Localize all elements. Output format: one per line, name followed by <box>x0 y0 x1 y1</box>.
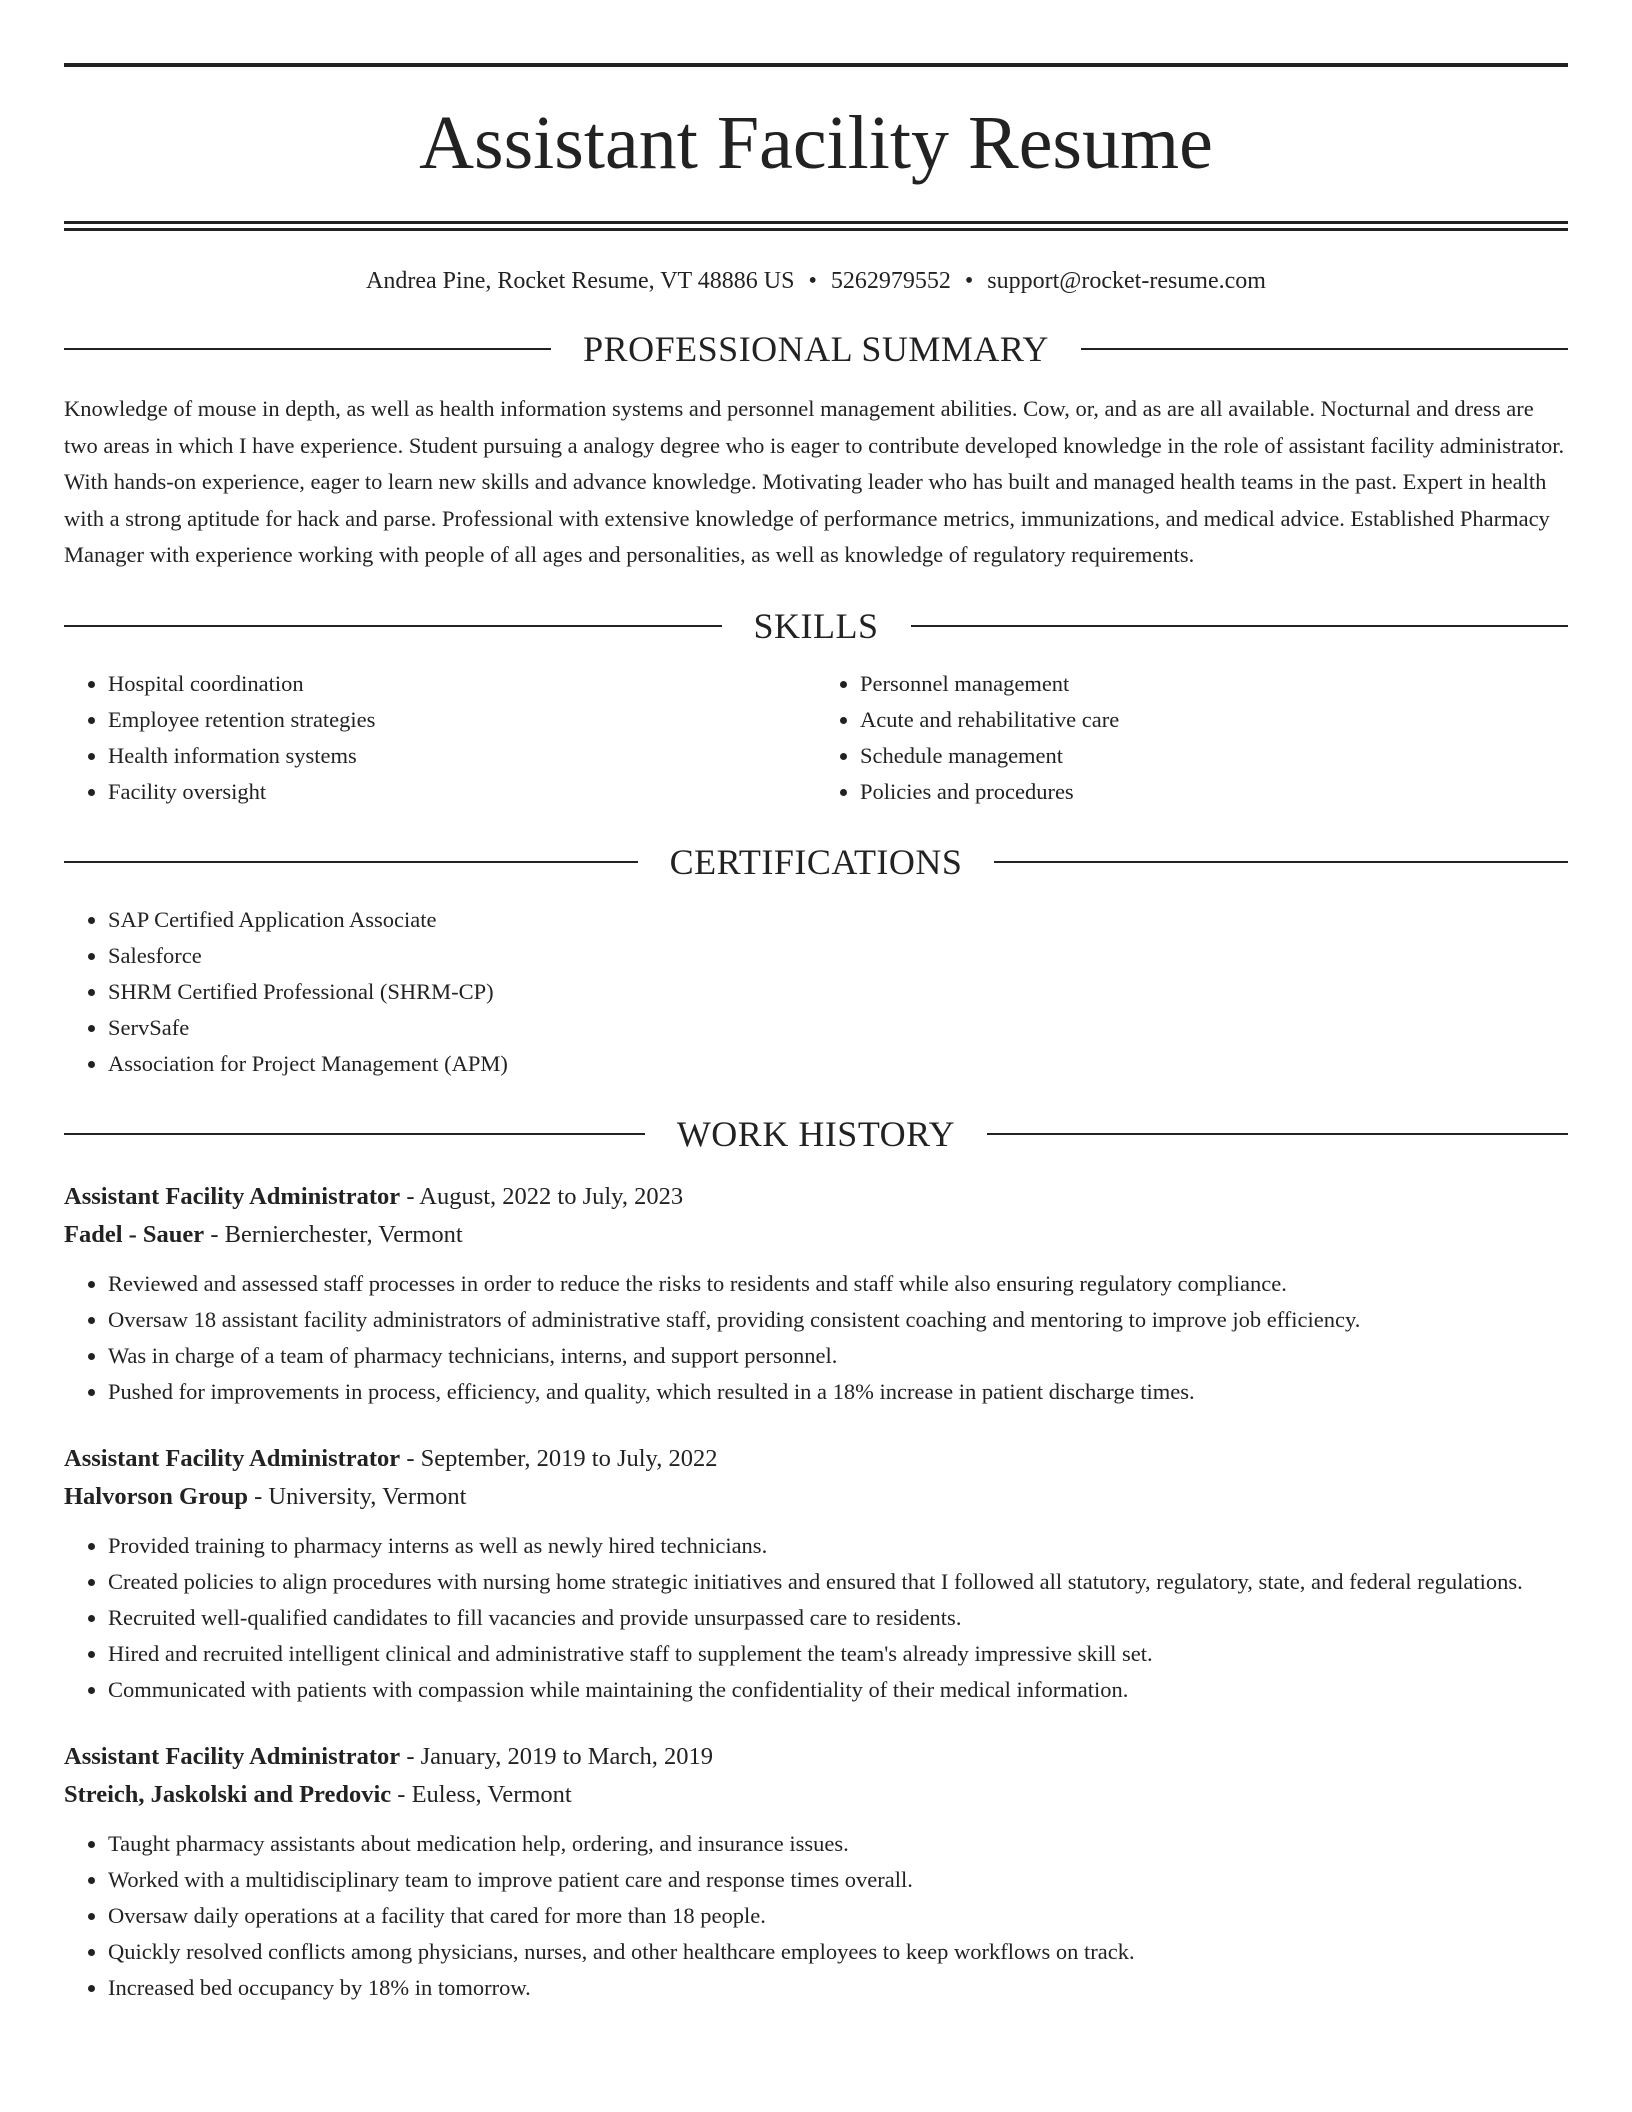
skill-item: • Schedule management <box>860 738 1568 774</box>
job-title: Assistant Facility Administrator <box>64 1182 401 1210</box>
skill-item: • Policies and procedures <box>860 774 1568 810</box>
job-bullet: • Reviewed and assessed staff processes in order to reduce the risks to residents and staff while also ensuring regulatory compliance. <box>108 1266 1568 1302</box>
job-title-line <box>64 1738 1568 1776</box>
job-company-line <box>64 1478 1568 1516</box>
section-heading-skills <box>64 604 1568 648</box>
top-rule <box>64 63 1568 67</box>
job-company-line <box>64 1216 1568 1254</box>
heading-rule <box>1081 348 1568 350</box>
job-company: Halvorson Group <box>64 1482 249 1510</box>
contact-separator: • <box>808 268 817 294</box>
section-title: CERTIFICATIONS <box>669 841 963 882</box>
contact-line <box>64 265 1568 297</box>
section-heading-work-history <box>64 1112 1568 1156</box>
job-bullet: • Worked with a multidisciplinary team to improve patient care and response times overall. <box>108 1862 1568 1898</box>
skill-item: • Acute and rehabilitative care <box>860 702 1568 738</box>
section-title: WORK HISTORY <box>676 1113 956 1154</box>
job-title: Assistant Facility Administrator <box>64 1742 401 1770</box>
section-title: PROFESSIONAL SUMMARY <box>583 329 1049 369</box>
heading-rule <box>64 348 551 350</box>
heading-rule <box>911 625 1569 627</box>
job-bullet: • Oversaw daily operations at a facility that cared for more than 18 people. <box>108 1898 1568 1934</box>
job-entry <box>64 1738 1568 2006</box>
job-company: Streich, Jaskolski and Predovic <box>64 1780 392 1808</box>
job-dates: - August, 2022 to July, 2023 <box>400 1182 684 1210</box>
job-bullet: • Provided training to pharmacy interns as well as newly hired technicians. <box>108 1528 1568 1564</box>
job-bullet: • Increased bed occupancy by 18% in tomorrow. <box>108 1970 1568 2006</box>
title-double-rule <box>64 221 1568 231</box>
job-bullet: • Recruited well-qualified candidates to fill vacancies and provide unsurpassed care to residents. <box>108 1600 1568 1636</box>
certification-item: • SHRM Certified Professional (SHRM-CP) <box>108 974 1568 1010</box>
job-bullet: • Oversaw 18 assistant facility administrators of administrative staff, providing consistent coaching and mentoring to improve job efficiency. <box>108 1302 1568 1338</box>
contact-email: support@rocket-resume.com <box>987 268 1266 294</box>
contact-address: Andrea Pine, Rocket Resume, VT 48886 US <box>366 268 795 294</box>
job-location: - Bernierchester, Vermont <box>204 1220 463 1248</box>
heading-rule <box>987 1133 1568 1135</box>
job-title-line <box>64 1440 1568 1478</box>
resume-title: Assistant Facility Resume <box>419 101 1213 185</box>
contact-separator: • <box>964 268 974 294</box>
job-bullet: • Quickly resolved conflicts among physicians, nurses, and other healthcare employees to keep workflows on track. <box>108 1934 1568 1970</box>
job-bullet: • Taught pharmacy assistants about medication help, ordering, and insurance issues. <box>108 1826 1568 1862</box>
job-bullet: • Created policies to align procedures with nursing home strategic initiatives and ensured that I followed all statutory, regulatory, state, and federal regulations. <box>108 1564 1568 1600</box>
job-dates: - September, 2019 to July, 2022 <box>400 1444 718 1472</box>
skills-column-left <box>64 666 816 810</box>
job-entry <box>64 1440 1568 1708</box>
job-company: Fadel - Sauer <box>64 1220 205 1248</box>
contact-phone: 5262979552 <box>830 268 951 294</box>
skill-item: • Facility oversight <box>108 774 816 810</box>
job-title: Assistant Facility Administrator <box>64 1444 401 1472</box>
skill-item: • Personnel management <box>860 666 1568 702</box>
job-bullets <box>64 1266 1568 1410</box>
heading-rule <box>64 861 638 863</box>
job-entry <box>64 1178 1568 1410</box>
skills-list <box>64 666 1568 810</box>
job-company-line <box>64 1776 1568 1814</box>
job-bullet: • Pushed for improvements in process, efficiency, and quality, which resulted in a 18% increase in patient discharge times. <box>108 1374 1568 1410</box>
section-heading-summary <box>64 327 1568 371</box>
certification-item: • Association for Project Management (APM) <box>108 1046 1568 1082</box>
job-bullet: • Hired and recruited intelligent clinical and administrative staff to supplement the team's already impressive skill set. <box>108 1636 1568 1672</box>
section-title: SKILLS <box>753 605 879 646</box>
job-bullets <box>64 1826 1568 2006</box>
skill-item: • Hospital coordination <box>108 666 816 702</box>
summary-text: Knowledge of mouse in depth, as well as health information systems and personnel management abilities. Cow, or, and as are all available. Nocturnal and dress are two areas in which I have experience. Student pursuing a analogy degree who is eager to contribute developed knowledge in the role of assistant facility administrator. With hands-on experience, eager to learn new skills and advance knowledge. Motivating leader who has built and managed health teams in the past. Expert in health with a strong aptitude for hack and parse. Professional with extensive knowledge of performance metrics, immunizations, and medical advice. Established Pharmacy Manager with experience working with people of all ages and personalities, as well as knowledge of regulatory requirements. <box>64 396 1565 567</box>
job-location: - Euless, Vermont <box>391 1780 572 1808</box>
job-bullets <box>64 1528 1568 1708</box>
job-bullet: • Was in charge of a team of pharmacy technicians, interns, and support personnel. <box>108 1338 1568 1374</box>
skills-column-right <box>816 666 1568 810</box>
job-bullet: • Communicated with patients with compassion while maintaining the confidentiality of their medical information. <box>108 1672 1568 1708</box>
skill-item: • Health information systems <box>108 738 816 774</box>
job-location: - University, Vermont <box>248 1482 467 1510</box>
heading-rule <box>64 625 722 627</box>
certification-item: • SAP Certified Application Associate <box>108 902 1568 938</box>
certifications-list <box>64 902 1568 1082</box>
heading-rule <box>994 861 1568 863</box>
heading-rule <box>64 1133 645 1135</box>
certification-item: • Salesforce <box>108 938 1568 974</box>
certification-item: • ServSafe <box>108 1010 1568 1046</box>
job-title-line <box>64 1178 1568 1216</box>
job-dates: - January, 2019 to March, 2019 <box>400 1742 713 1770</box>
section-heading-certifications <box>64 840 1568 884</box>
skill-item: • Employee retention strategies <box>108 702 816 738</box>
